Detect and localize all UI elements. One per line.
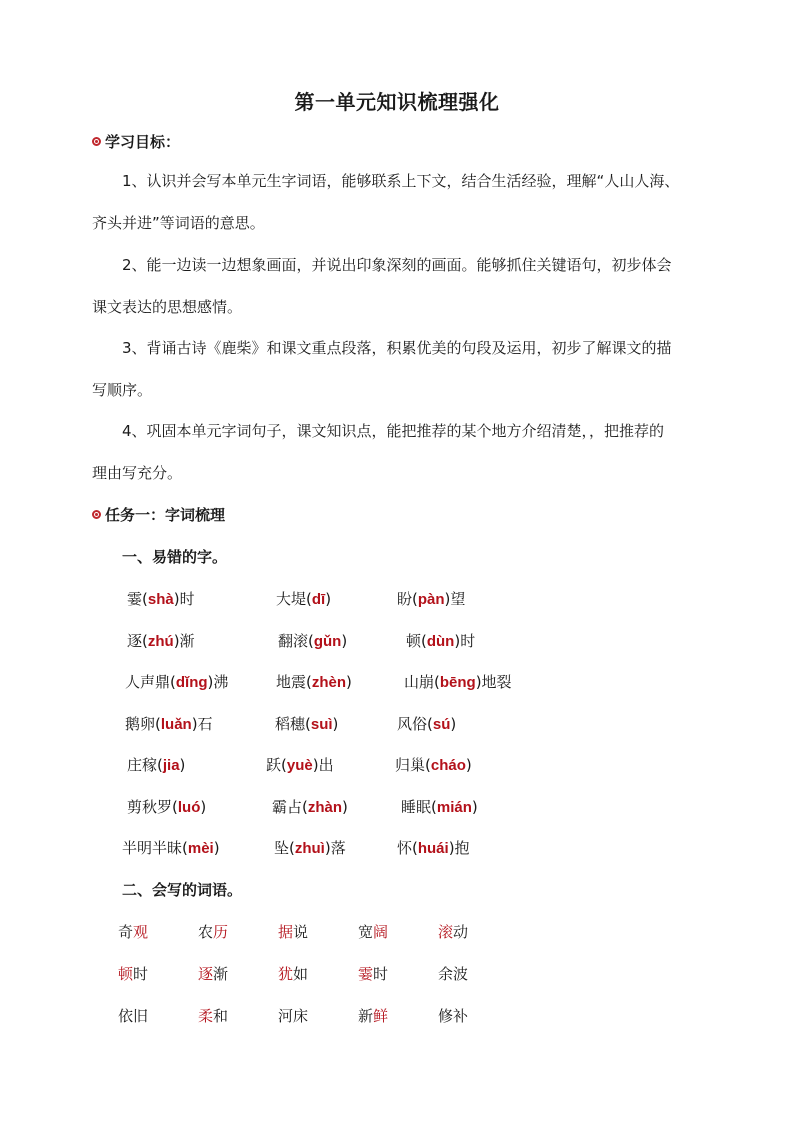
char-text: )地裂 bbox=[475, 673, 512, 691]
char-text: 睡眠( bbox=[401, 797, 437, 816]
goal-item-1 bbox=[92, 160, 704, 244]
pinyin: luó bbox=[177, 798, 201, 816]
word-item bbox=[278, 963, 308, 984]
word-item bbox=[438, 1005, 468, 1026]
goal-line: 3、背诵古诗《鹿柴》和课文重点段落，积累优美的句段及运用，初步了解课文的描 bbox=[122, 339, 672, 357]
word-char: 新 bbox=[358, 1007, 374, 1025]
pinyin: pàn bbox=[417, 591, 445, 608]
char-item bbox=[397, 713, 456, 734]
word-char: 柔 bbox=[198, 1007, 214, 1025]
word-char: 奇 bbox=[118, 923, 134, 941]
pinyin: zhuì bbox=[294, 840, 325, 857]
goal-line: 2、能一边读一边想象画面，并说出印象深刻的画面。能够抓住关键语句，初步体会 bbox=[122, 256, 672, 274]
word-char: 宽 bbox=[358, 923, 374, 941]
char-item bbox=[406, 630, 475, 651]
pinyin: jia bbox=[162, 757, 180, 774]
word-char: 逐 bbox=[198, 965, 214, 983]
char-item bbox=[266, 754, 334, 775]
word-char: 补 bbox=[453, 1007, 469, 1025]
char-text: )出 bbox=[312, 756, 334, 774]
char-item bbox=[127, 588, 195, 609]
pinyin: mián bbox=[436, 798, 472, 816]
section-heading-goals bbox=[92, 131, 180, 152]
pinyin: zhú bbox=[147, 632, 174, 650]
word-char: 顿 bbox=[118, 965, 134, 983]
goal-item-2 bbox=[92, 244, 704, 328]
char-text: 跃( bbox=[266, 756, 287, 774]
word-item bbox=[118, 963, 148, 984]
pinyin: cháo bbox=[430, 757, 466, 774]
char-text: 霸占( bbox=[272, 797, 308, 816]
char-text: 庄稼( bbox=[127, 756, 163, 774]
pinyin: mèi bbox=[187, 840, 214, 857]
char-text: )望 bbox=[444, 590, 466, 608]
char-text: )渐 bbox=[173, 631, 195, 650]
word-char: 依 bbox=[118, 1007, 134, 1025]
char-text: 坠( bbox=[274, 839, 295, 857]
char-item bbox=[275, 713, 338, 734]
char-text: 盼( bbox=[397, 590, 418, 608]
pinyin: dùn bbox=[426, 632, 455, 650]
char-text: ) bbox=[450, 714, 457, 733]
char-text: ) bbox=[179, 756, 186, 774]
goal-line: 写顺序。 bbox=[92, 381, 153, 399]
subheading-error-prone-chars: 一、易错的字。 bbox=[122, 548, 228, 566]
word-char: 霎 bbox=[358, 965, 374, 983]
char-text: )时 bbox=[454, 631, 476, 650]
pinyin: gǔn bbox=[313, 632, 342, 650]
pinyin: sú bbox=[432, 715, 451, 733]
char-text: 怀( bbox=[397, 839, 418, 857]
goal-line: 齐头并进”等词语的意思。 bbox=[92, 214, 265, 232]
pinyin: yuè bbox=[286, 757, 313, 774]
char-text: ) bbox=[213, 839, 220, 857]
word-char: 修 bbox=[438, 1007, 454, 1025]
heading-label: 任务一：字词梳理 bbox=[105, 506, 226, 524]
char-text: 山崩( bbox=[404, 673, 440, 691]
char-text: 风俗( bbox=[397, 714, 433, 733]
char-text: ) bbox=[325, 590, 332, 608]
char-item bbox=[125, 671, 228, 692]
char-text: ) bbox=[332, 714, 339, 733]
word-char: 床 bbox=[293, 1007, 309, 1025]
char-item bbox=[127, 796, 206, 817]
word-char: 波 bbox=[453, 965, 469, 983]
pinyin: shà bbox=[147, 591, 174, 608]
char-item bbox=[127, 754, 185, 775]
word-item bbox=[118, 1005, 148, 1026]
word-char: 如 bbox=[293, 965, 309, 983]
char-text: 地震( bbox=[276, 673, 312, 691]
pinyin: bēng bbox=[439, 674, 476, 691]
page-title: 第一单元知识梳理强化 bbox=[294, 90, 500, 114]
char-text: 归巢( bbox=[395, 756, 431, 774]
char-text: )抱 bbox=[448, 839, 470, 857]
word-char: 动 bbox=[453, 923, 469, 941]
char-item bbox=[397, 588, 465, 609]
word-char: 观 bbox=[133, 923, 149, 941]
word-char: 历 bbox=[213, 923, 229, 941]
goal-line: 1、认识并会写本单元生字词语，能够联系上下文，结合生活经验，理解“人山人海、 bbox=[122, 172, 680, 190]
char-item bbox=[278, 630, 347, 651]
pinyin: luǎn bbox=[160, 715, 192, 733]
char-text: ) bbox=[471, 797, 478, 816]
word-item bbox=[278, 1005, 308, 1026]
char-item bbox=[276, 588, 331, 609]
bullet-icon bbox=[92, 510, 101, 519]
pinyin: suì bbox=[310, 715, 333, 733]
pinyin: zhàn bbox=[307, 798, 343, 816]
word-item bbox=[358, 1005, 388, 1026]
word-char: 滚 bbox=[438, 923, 454, 941]
char-text: 逐( bbox=[127, 631, 148, 650]
char-text: 剪秋罗( bbox=[127, 797, 178, 816]
word-char: 说 bbox=[293, 923, 309, 941]
word-char: 余 bbox=[438, 965, 454, 983]
word-char: 渐 bbox=[213, 965, 229, 983]
char-text: )落 bbox=[324, 839, 346, 857]
section-heading-task1 bbox=[92, 504, 225, 525]
word-item bbox=[358, 963, 388, 984]
char-item bbox=[395, 754, 472, 775]
char-item bbox=[401, 796, 478, 817]
goal-line: 课文表达的思想感情。 bbox=[92, 298, 243, 316]
goal-item-3 bbox=[92, 327, 704, 411]
char-item bbox=[127, 630, 195, 651]
bullet-icon bbox=[92, 137, 101, 146]
word-item bbox=[358, 921, 388, 942]
char-item bbox=[122, 837, 220, 858]
word-item bbox=[198, 921, 228, 942]
pinyin: dī bbox=[311, 591, 326, 608]
char-text: ) bbox=[346, 673, 352, 691]
heading-label: 学习目标： bbox=[105, 133, 181, 151]
char-text: 翻滚( bbox=[278, 631, 314, 650]
word-item bbox=[198, 963, 228, 984]
pinyin: huái bbox=[417, 840, 449, 857]
char-text: 鹅卵( bbox=[125, 714, 161, 733]
char-item bbox=[125, 713, 213, 734]
goal-item-4 bbox=[92, 410, 704, 494]
pinyin: zhèn bbox=[311, 674, 347, 691]
word-char: 时 bbox=[373, 965, 389, 983]
char-item bbox=[276, 671, 352, 692]
word-char: 鲜 bbox=[373, 1007, 389, 1025]
word-char: 农 bbox=[198, 923, 214, 941]
word-char: 时 bbox=[133, 965, 149, 983]
char-item bbox=[404, 671, 512, 692]
char-text: )石 bbox=[191, 714, 213, 733]
word-char: 和 bbox=[213, 1007, 229, 1025]
char-text: 顿( bbox=[406, 631, 427, 650]
char-text: 霎( bbox=[127, 590, 148, 608]
char-text: 稻穗( bbox=[275, 714, 311, 733]
goal-line: 理由写充分。 bbox=[92, 464, 183, 482]
char-text: ) bbox=[465, 756, 472, 774]
word-char: 犹 bbox=[278, 965, 294, 983]
char-text: 人声鼎( bbox=[125, 673, 176, 691]
pinyin: dǐng bbox=[175, 674, 208, 691]
word-item bbox=[438, 921, 468, 942]
word-char: 河 bbox=[278, 1007, 294, 1025]
char-text: ) bbox=[341, 631, 348, 650]
char-text: )沸 bbox=[207, 673, 229, 691]
word-char: 旧 bbox=[133, 1007, 149, 1025]
word-char: 据 bbox=[278, 923, 294, 941]
subheading-write-words: 二、会写的词语。 bbox=[122, 881, 243, 899]
char-item bbox=[272, 796, 348, 817]
char-text: ) bbox=[342, 797, 348, 816]
char-item bbox=[397, 837, 470, 858]
goal-line: 4、巩固本单元字词句子，课文知识点，能把推荐的某个地方介绍清楚，，把推荐的 bbox=[122, 422, 665, 440]
char-text: 大堤( bbox=[276, 590, 312, 608]
char-text: )时 bbox=[173, 590, 195, 608]
word-item bbox=[278, 921, 308, 942]
word-item bbox=[118, 921, 148, 942]
word-item bbox=[198, 1005, 228, 1026]
word-item bbox=[438, 963, 468, 984]
char-text: 半明半昧( bbox=[122, 839, 188, 857]
char-item bbox=[274, 837, 346, 858]
char-text: ) bbox=[200, 797, 207, 816]
word-char: 阔 bbox=[373, 923, 389, 941]
